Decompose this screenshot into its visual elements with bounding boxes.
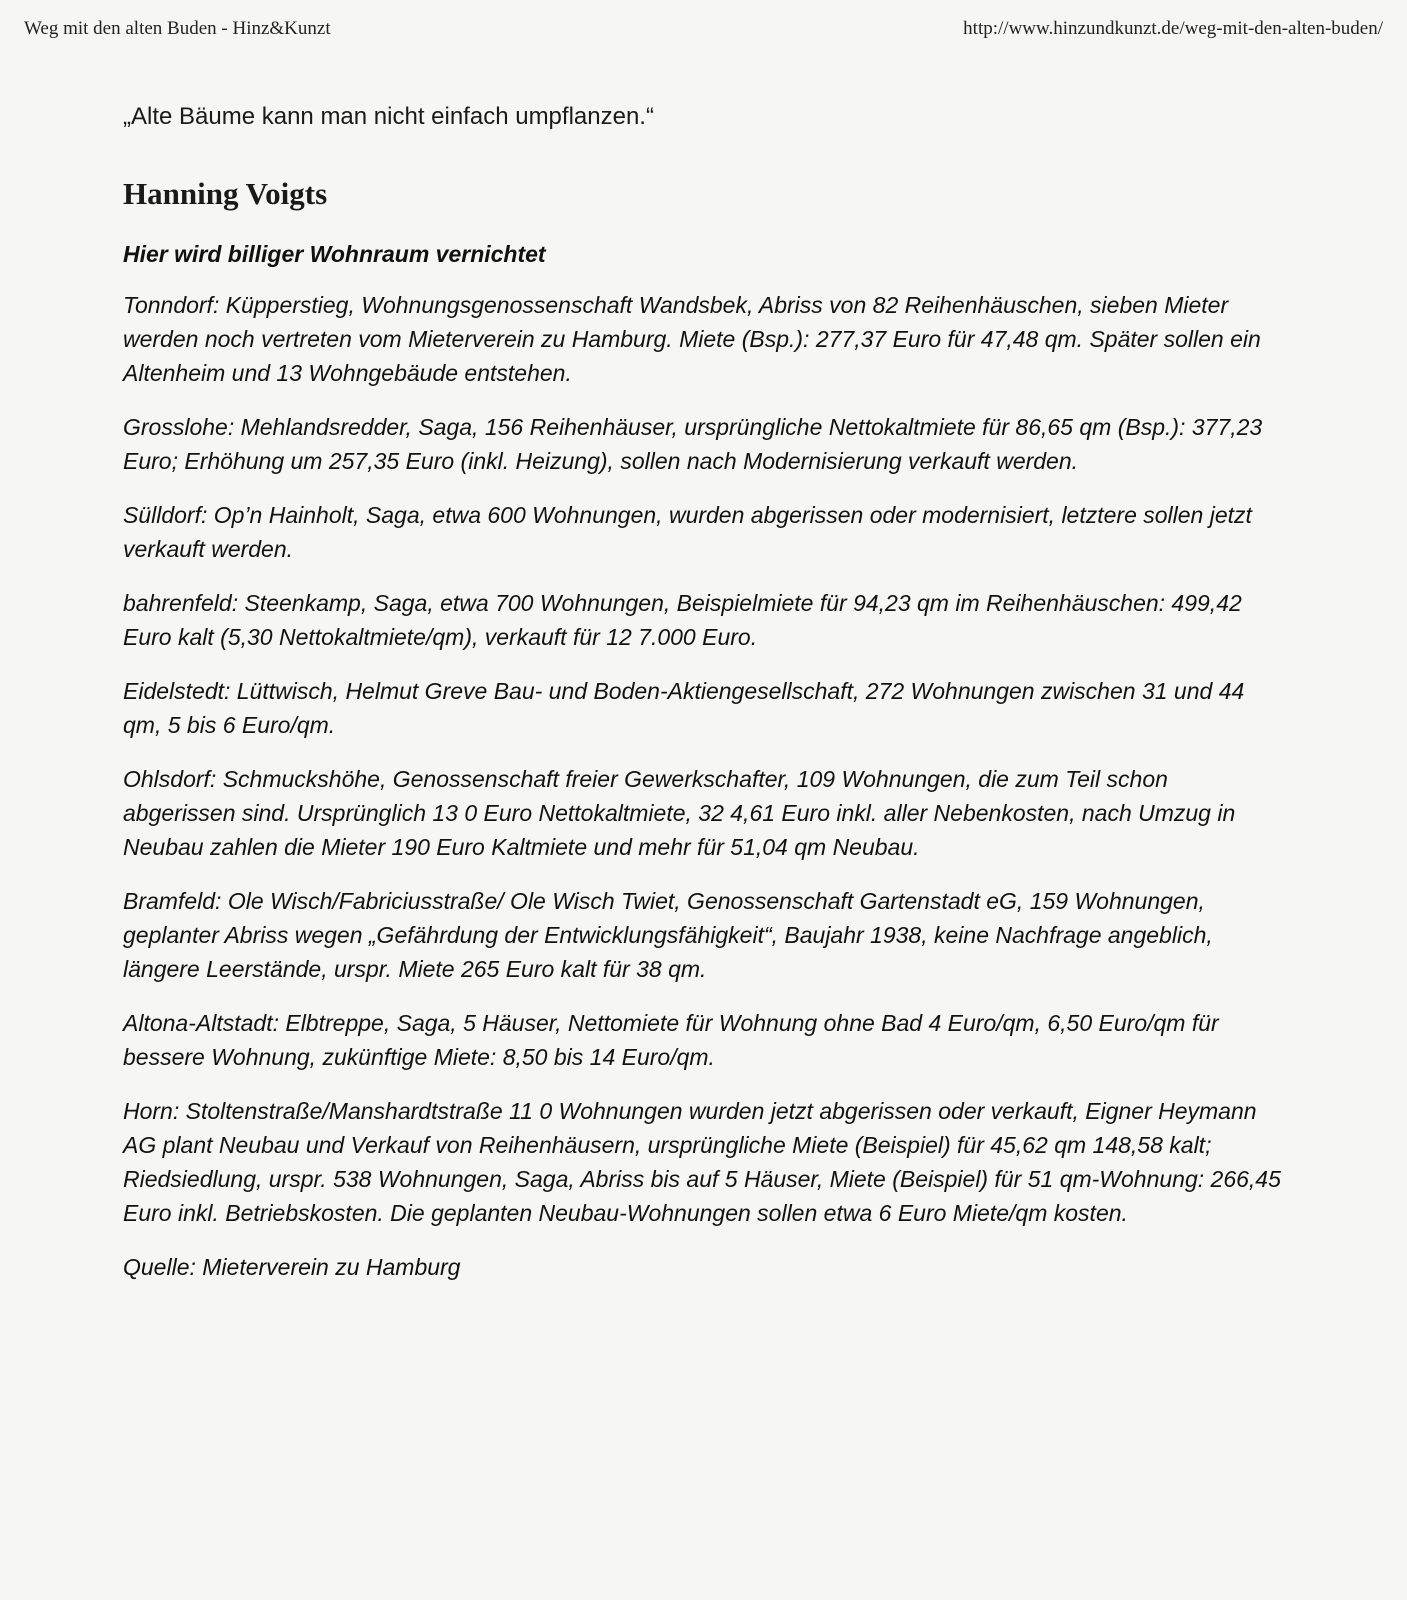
print-header [24, 18, 1383, 42]
quote-line: „Alte Bäume kann man nicht einfach umpflanzen.“ [123, 103, 654, 130]
list-item: Bramfeld: Ole Wisch/Fabriciusstraße/ Ole Wisch Twiet, Genossenschaft Gartenstadt eG, 159 Wohnungen, geplanter Abriss wegen „Gefährdung der Entwicklungsfähigkeit“, Baujahr 1938, keine Nachfrage angeblich, längere Leerstände, urspr. Miete 265 Euro kalt für 38 qm. [123, 888, 1213, 982]
list-item: bahrenfeld: Steenkamp, Saga, etwa 700 Wohnungen, Beispielmiete für 94,23 qm im Reihenhäuschen: 499,42 Euro kalt (5,30 Nettokaltmiete/qm), verkauft für 12 7.000 Euro. [123, 590, 1242, 650]
page-title: Weg mit den alten Buden - Hinz&Kunzt [24, 18, 331, 39]
list-item: Sülldorf: Op’n Hainholt, Saga, etwa 600 Wohnungen, wurden abgerissen oder modernisiert, letztere sollen jetzt verkauft werden. [123, 502, 1252, 562]
author-name: Hanning Voigts [123, 176, 328, 211]
page-url: http://www.hinzundkunzt.de/weg-mit-den-alten-buden/ [963, 18, 1383, 39]
list-item: Altona-Altstadt: Elbtreppe, Saga, 5 Häuser, Nettomiete für Wohnung ohne Bad 4 Euro/qm, 6,50 Euro/qm für bessere Wohnung, zukünftige Miete: 8,50 bis 14 Euro/qm. [123, 1010, 1219, 1070]
source-line: Quelle: Mieterverein zu Hamburg [123, 1254, 461, 1280]
list-item: Eidelstedt: Lüttwisch, Helmut Greve Bau- und Boden-Aktiengesellschaft, 272 Wohnungen zwischen 31 und 44 qm, 5 bis 6 Euro/qm. [123, 678, 1245, 738]
list-item: Horn: Stoltenstraße/Manshardtstraße 11 0 Wohnungen wurden jetzt abgerissen oder verkauft, Eigner Heymann AG plant Neubau und Verkauf von Reihenhäusern, ursprüngliche Miete (Beispiel) für 45,62 qm 148,58 kalt; Riedsiedlung, urspr. 538 Wohnungen, Saga, Abriss bis auf 5 Häuser, Miete (Beispiel) für 51 qm-Wohnung: 266,45 Euro inkl. Betriebskosten. Die geplanten Neubau-Wohnungen sollen etwa 6 Euro Miete/qm kosten. [123, 1098, 1281, 1226]
article-body [123, 100, 1283, 1284]
list-item: Ohlsdorf: Schmuckshöhe, Genossenschaft freier Gewerkschafter, 109 Wohnungen, die zum Teil schon abgerissen sind. Ursprünglich 13 0 Euro Nettokaltmiete, 32 4,61 Euro inkl. aller Nebenkosten, nach Umzug in Neubau zahlen die Mieter 190 Euro Kaltmiete und mehr für 51,04 qm Neubau. [123, 766, 1236, 860]
list-item: Tonndorf: Küpperstieg, Wohnungsgenossenschaft Wandsbek, Abriss von 82 Reihenhäuschen, sieben Mieter werden noch vertreten vom Mieterverein zu Hamburg. Miete (Bsp.): 277,37 Euro für 47,48 qm. Später sollen ein Altenheim und 13 Wohngebäude entstehen. [123, 292, 1261, 386]
list-item: Grosslohe: Mehlandsredder, Saga, 156 Reihenhäuser, ursprüngliche Nettokaltmiete für 86,65 qm (Bsp.): 377,23 Euro; Erhöhung um 257,35 Euro (inkl. Heizung), sollen nach Modernisierung verkauft werden. [123, 414, 1263, 474]
section-heading: Hier wird billiger Wohnraum vernichtet [123, 241, 546, 267]
